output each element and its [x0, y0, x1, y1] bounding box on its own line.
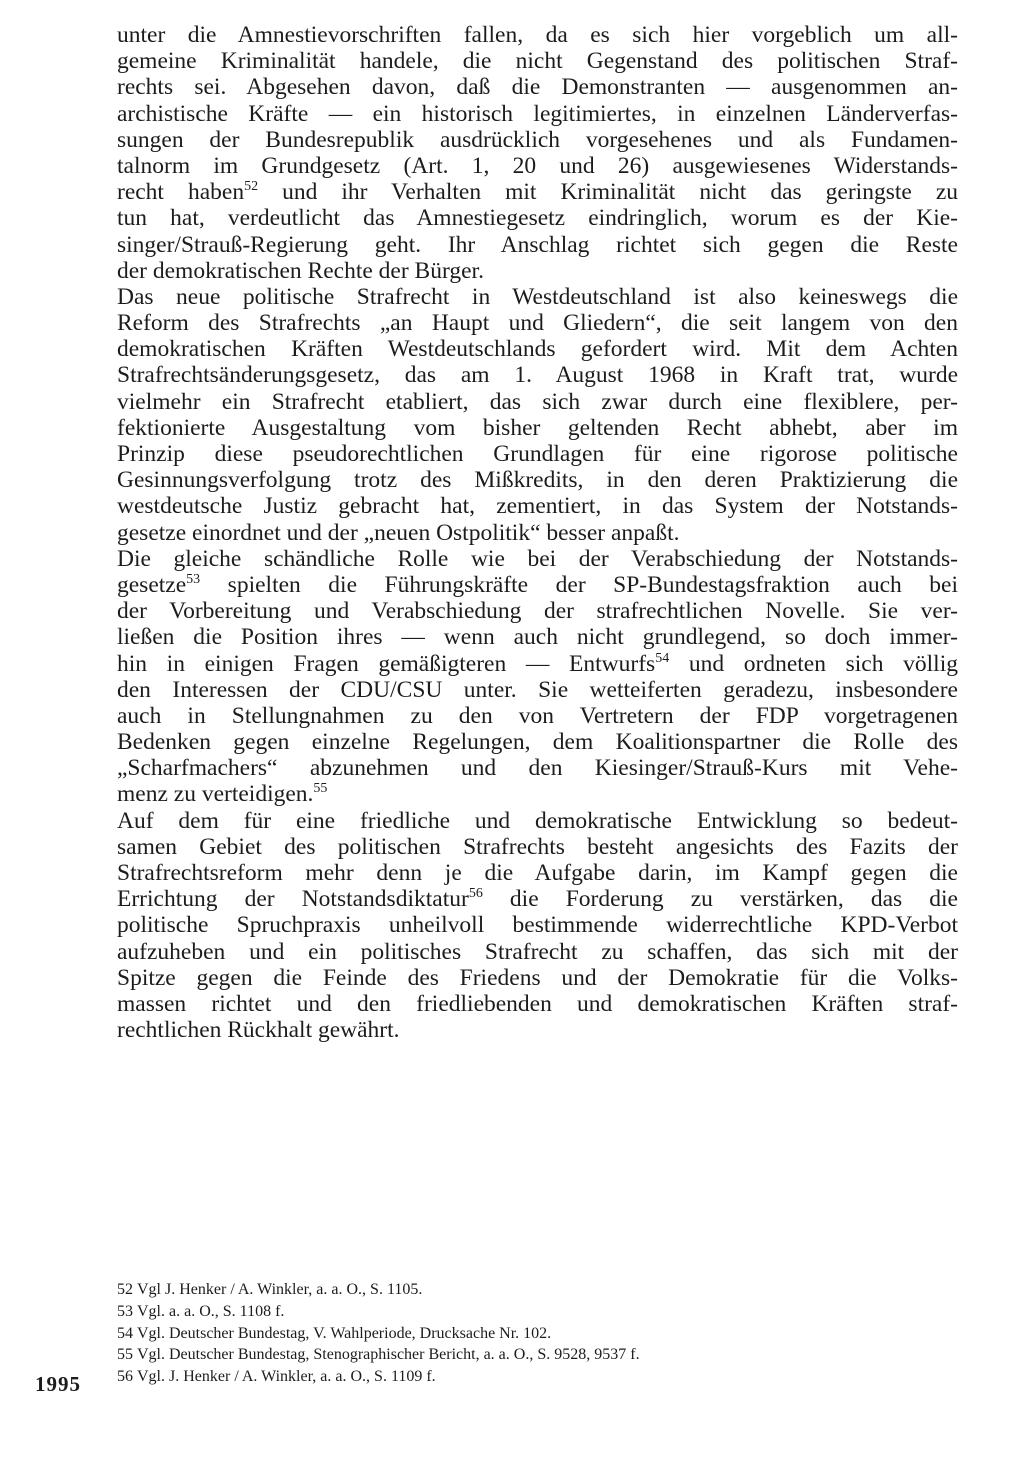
text-segment: massen richtet und den friedliebenden und demokratischen Kräften straf-: [117, 990, 958, 1017]
text-segment: fektionierte Ausgestaltung vom bisher geltenden Recht abhebt, aber im: [117, 414, 958, 441]
text-segment: den Interessen der CDU/CSU unter. Sie wetteiferten geradezu, insbesondere: [117, 676, 958, 703]
text-segment: Spitze gegen die Feinde des Friedens und der Demokratie für die Volks-: [117, 964, 958, 991]
page-number: 1995: [35, 1372, 81, 1396]
text-segment: menz zu verteidigen.: [117, 781, 314, 808]
text-line: [117, 258, 958, 284]
text-line: [117, 598, 958, 624]
text-line: [117, 703, 958, 729]
text-segment: der Vorbereitung und Verabschiedung der strafrechtlichen Novelle. Sie ver-: [117, 598, 958, 625]
text-segment: archistische Kräfte — ein historisch legitimiertes, in einzelnen Länderverfas-: [117, 100, 958, 127]
text-line: [117, 677, 958, 703]
text-line: [117, 48, 958, 74]
footnotes: [117, 1279, 958, 1388]
text-segment: rechtlichen Rückhalt gewährt.: [117, 1017, 400, 1044]
text-segment: Auf dem für eine friedliche und demokratische Entwicklung so bedeut-: [117, 807, 958, 834]
text-line: [117, 912, 958, 938]
text-segment: Strafrechtsänderungsgesetz, das am 1. August 1968 in Kraft trat, wurde: [117, 362, 958, 389]
text-line: [117, 284, 958, 310]
text-segment: und ihr Verhalten mit Kriminalität nicht das geringste zu: [258, 179, 958, 206]
text-line: [117, 74, 958, 100]
text-line: [117, 781, 958, 807]
text-segment: vielmehr ein Strafrecht etabliert, das sich zwar durch eine flexiblere, per-: [117, 388, 958, 415]
text-segment: spielten die Führungskräfte der SP-Bundestagsfraktion auch bei: [200, 571, 958, 598]
footnote: [117, 1366, 958, 1388]
text-segment: Bedenken gegen einzelne Regelungen, dem Koalitionspartner die Rolle des: [117, 729, 958, 756]
text-line: [117, 336, 958, 362]
footnote-text: Vgl. J. Henker / A. Winkler, a. a. O., S. 1109 f.: [137, 1368, 436, 1386]
text-line: [117, 520, 958, 546]
footnote-text: Vgl. Deutscher Bundestag, V. Wahlperiode, Drucksache Nr. 102.: [137, 1324, 552, 1342]
footnote-reference: 54: [655, 650, 670, 666]
text-segment: Das neue politische Strafrecht in Westdeutschland ist also keineswegs die: [117, 283, 958, 310]
text-line: [117, 205, 958, 231]
text-segment: auch in Stellungnahmen zu den von Vertretern der FDP vorgetragenen: [117, 702, 958, 729]
text-line: [117, 415, 958, 441]
text-line: [117, 965, 958, 991]
text-line: [117, 179, 958, 205]
text-line: [117, 153, 958, 179]
text-segment: rechts sei. Abgesehen davon, daß die Demonstranten — ausgenommen an-: [117, 74, 958, 101]
text-line: [117, 572, 958, 598]
footnote-text: Vgl. Deutscher Bundestag, Stenographischer Bericht, a. a. O., S. 9528, 9537 f.: [137, 1346, 640, 1364]
body-text: [117, 22, 958, 1043]
text-segment: gesetze einordnet und der „neuen Ostpolitik“ besser anpaßt.: [117, 519, 680, 546]
text-segment: gesetze: [117, 571, 187, 598]
footnote-number: 55: [117, 1346, 133, 1364]
text-segment: und ordneten sich völlig: [669, 650, 958, 677]
text-segment: tun hat, verdeutlicht das Amnestiegesetz eindringlich, worum es der Kie-: [117, 205, 958, 232]
text-segment: „Scharfmachers“ abzunehmen und den Kiesinger/Strauß-Kurs mit Vehe-: [117, 755, 958, 782]
text-line: [117, 755, 958, 781]
text-line: [117, 808, 958, 834]
footnote-number: 53: [117, 1302, 133, 1320]
footnote-reference: 52: [244, 179, 259, 195]
footnote: [117, 1279, 958, 1301]
text-line: [117, 493, 958, 519]
text-line: [117, 127, 958, 153]
footnote: [117, 1323, 958, 1345]
footnote: [117, 1344, 958, 1366]
text-line: [117, 441, 958, 467]
text-segment: westdeutsche Justiz gebracht hat, zementiert, in das System der Notstands-: [117, 493, 958, 520]
text-segment: talnorm im Grundgesetz (Art. 1, 20 und 26) ausgewiesenes Widerstands-: [117, 152, 958, 179]
footnote-text: Vgl. a. a. O., S. 1108 f.: [137, 1302, 285, 1320]
text-line: [117, 362, 958, 388]
text-segment: sungen der Bundesrepublik ausdrücklich vorgesehenes und als Fundamen-: [117, 126, 958, 153]
text-segment: die Forderung zu verstärken, das die: [482, 886, 958, 913]
text-line: [117, 651, 958, 677]
footnote-text: Vgl J. Henker / A. Winkler, a. a. O., S. 1105.: [137, 1281, 423, 1298]
text-segment: demokratischen Kräften Westdeutschlands gefordert wird. Mit dem Achten: [117, 336, 958, 363]
text-segment: hin in einigen Fragen gemäßigteren — Entwurfs: [117, 650, 656, 677]
text-segment: Prinzip diese pseudorechtlichen Grundlagen für eine rigorose politische: [117, 441, 958, 467]
text-segment: samen Gebiet des politischen Strafrechts besteht angesichts des Fazits der: [117, 833, 958, 860]
text-segment: Errichtung der Notstandsdiktatur: [117, 886, 469, 913]
text-line: [117, 389, 958, 415]
text-segment: Strafrechtsreform mehr denn je die Aufgabe darin, im Kampf gegen die: [117, 860, 958, 886]
footnote-number: 56: [117, 1368, 133, 1386]
footnote-number: 54: [117, 1324, 133, 1342]
text-line: [117, 939, 958, 965]
text-line: [117, 624, 958, 650]
text-segment: Gesinnungsverfolgung trotz des Mißkredits, in den deren Praktizierung die: [117, 467, 958, 494]
footnote: [117, 1301, 958, 1323]
text-line: [117, 101, 958, 127]
text-line: [117, 834, 958, 860]
text-segment: ließen die Position ihres — wenn auch nicht grundlegend, so doch immer-: [117, 624, 958, 651]
text-line: [117, 886, 958, 912]
text-line: [117, 232, 958, 258]
text-segment: recht haben: [117, 179, 245, 206]
text-segment: singer/Strauß-Regierung geht. Ihr Anschlag richtet sich gegen die Reste: [117, 231, 958, 258]
text-line: [117, 729, 958, 755]
text-line: [117, 467, 958, 493]
footnote-number: 52: [117, 1281, 133, 1298]
text-line: [117, 860, 958, 886]
text-line: [117, 546, 958, 572]
footnote-reference: 56: [468, 886, 483, 902]
text-line: [117, 991, 958, 1017]
text-line: [117, 1017, 958, 1043]
footnote-reference: 53: [186, 571, 201, 587]
footnote-reference: 55: [313, 781, 328, 797]
text-segment: unter die Amnestievorschriften fallen, da es sich hier vorgeblich um all-: [117, 22, 958, 48]
text-segment: aufzuheben und ein politisches Strafrecht zu schaffen, das sich mit der: [117, 938, 958, 965]
text-segment: gemeine Kriminalität handele, die nicht Gegenstand des politischen Straf-: [117, 48, 958, 75]
text-line: [117, 310, 958, 336]
text-segment: Reform des Strafrechts „an Haupt und Gliedern“, die seit langem von den: [117, 310, 958, 337]
text-segment: der demokratischen Rechte der Bürger.: [117, 257, 484, 284]
text-segment: Die gleiche schändliche Rolle wie bei der Verabschiedung der Notstands-: [117, 545, 958, 572]
text-segment: politische Spruchpraxis unheilvoll bestimmende widerrechtliche KPD-Verbot: [117, 912, 958, 939]
text-line: [117, 22, 958, 48]
